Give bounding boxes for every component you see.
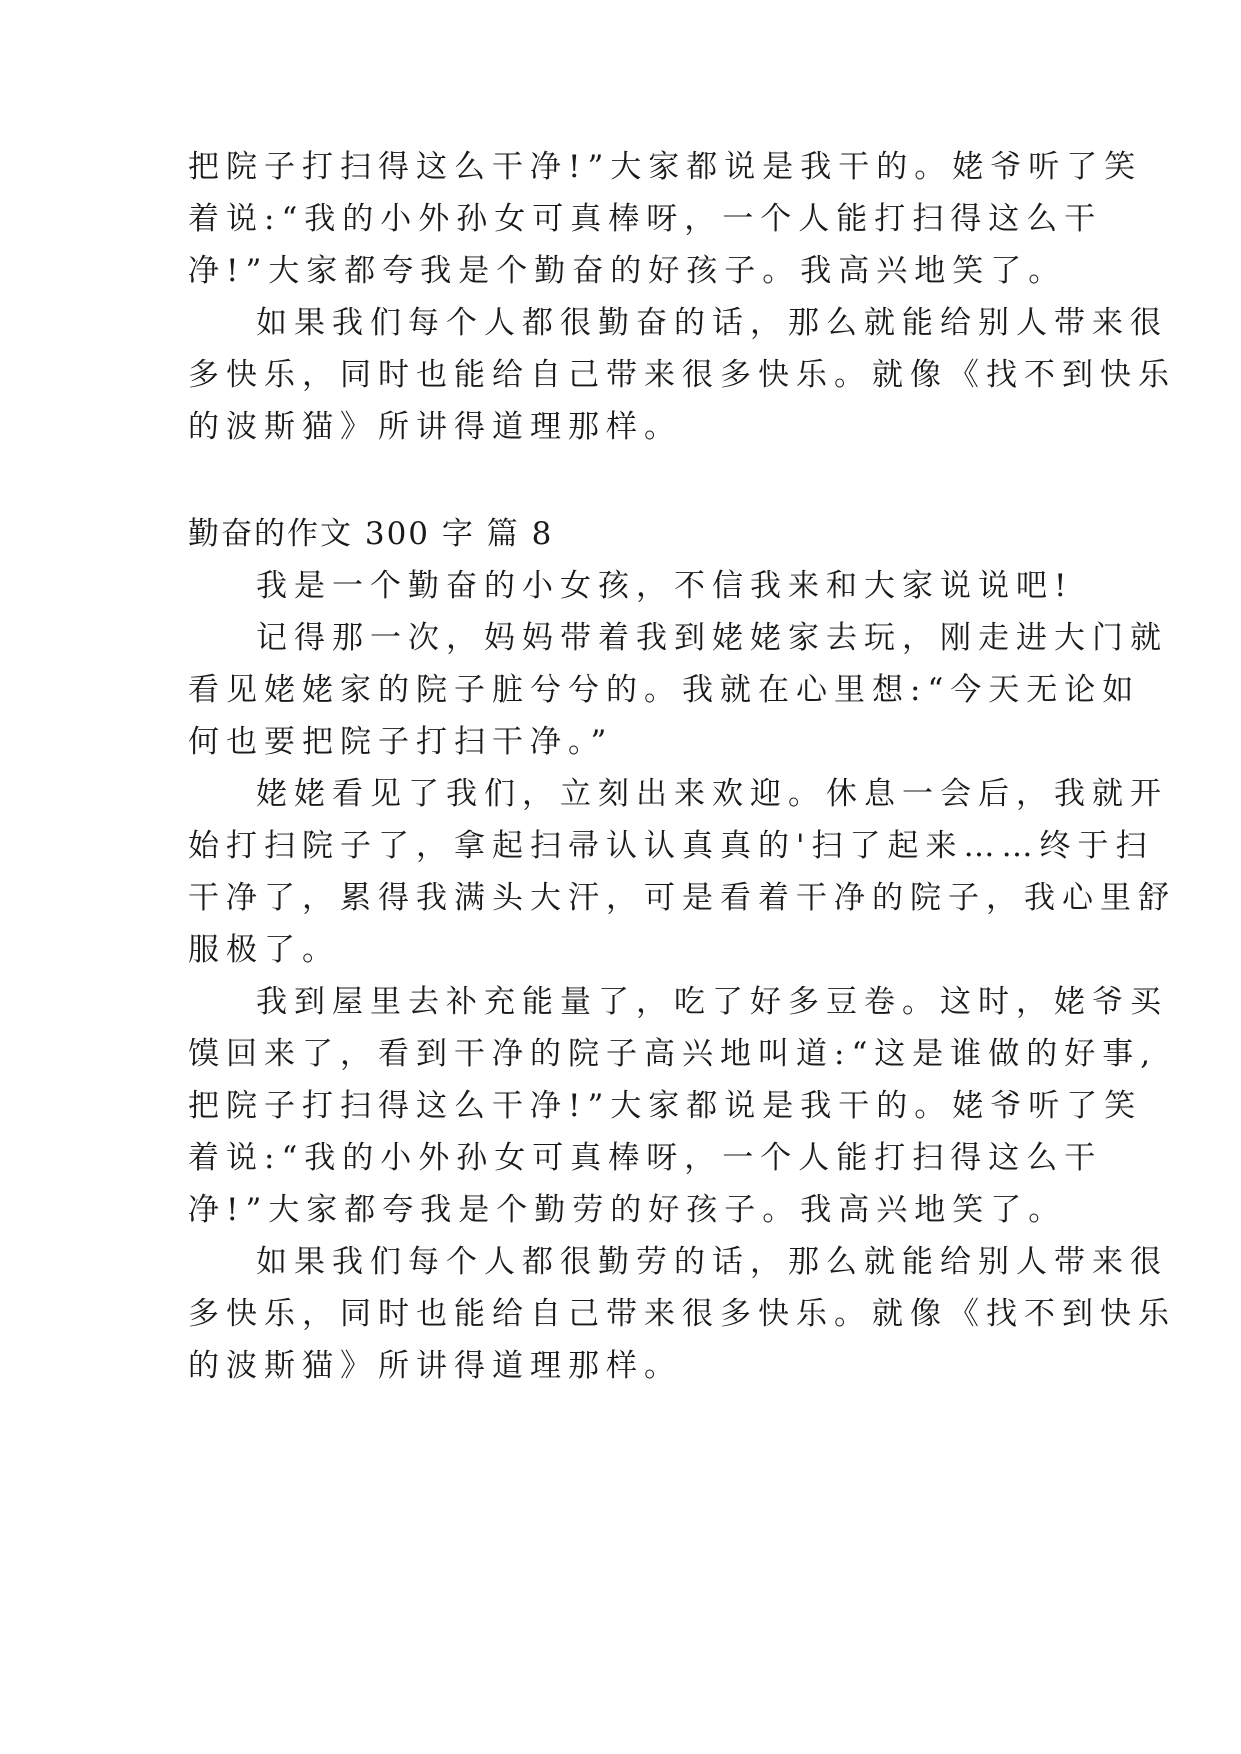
text-line: 把院子打扫得这么干净!”大家都说是我干的。姥爷听了笑 [188,1088,1143,1124]
text-line: 如果我们每个人都很勤奋的话，那么就能给别人带来很 [256,305,1168,341]
text-line: 多快乐，同时也能给自己带来很多快乐。就像《找不到快乐 [188,357,1176,393]
text-line: 记得那一次，妈妈带着我到姥姥家去玩，刚走进大门就 [256,620,1168,656]
section-title: 勤奋的作文 300 字 篇 8 [188,516,554,552]
text-line: 把院子打扫得这么干净!”大家都说是我干的。姥爷听了笑 [188,149,1143,185]
text-line: 的波斯猫》所讲得道理那样。 [188,409,682,445]
text-line: 净!”大家都夸我是个勤奋的好孩子。我高兴地笑了。 [188,253,1067,289]
text-line: 着说:“我的小外孙女可真棒呀，一个人能打扫得这么干 [188,201,1103,237]
text-line: 多快乐，同时也能给自己带来很多快乐。就像《找不到快乐 [188,1296,1176,1332]
text-line: 我到屋里去补充能量了，吃了好多豆卷。这时，姥爷买 [256,984,1168,1020]
text-line: 何也要把院子打扫干净。” [188,724,614,760]
text-line: 姥姥看见了我们，立刻出来欢迎。休息一会后，我就开 [256,776,1168,812]
text-line: 如果我们每个人都很勤劳的话，那么就能给别人带来很 [256,1244,1168,1280]
text-line: 的波斯猫》所讲得道理那样。 [188,1348,682,1384]
text-line: 馍回来了，看到干净的院子高兴地叫道:“这是谁做的好事, [188,1036,1158,1072]
text-line: 干净了，累得我满头大汗，可是看着干净的院子，我心里舒 [188,880,1176,916]
text-line: 我是一个勤奋的小女孩，不信我来和大家说说吧! [256,568,1074,604]
text-line: 着说:“我的小外孙女可真棒呀，一个人能打扫得这么干 [188,1140,1103,1176]
text-line: 服极了。 [188,932,340,968]
text-line: 看见姥姥家的院子脏兮兮的。我就在心里想:“今天无论如 [188,672,1141,708]
text-line: 始打扫院子了，拿起扫帚认认真真的'扫了起来……终于扫 [188,828,1154,864]
text-line: 净!”大家都夸我是个勤劳的好孩子。我高兴地笑了。 [188,1192,1067,1228]
